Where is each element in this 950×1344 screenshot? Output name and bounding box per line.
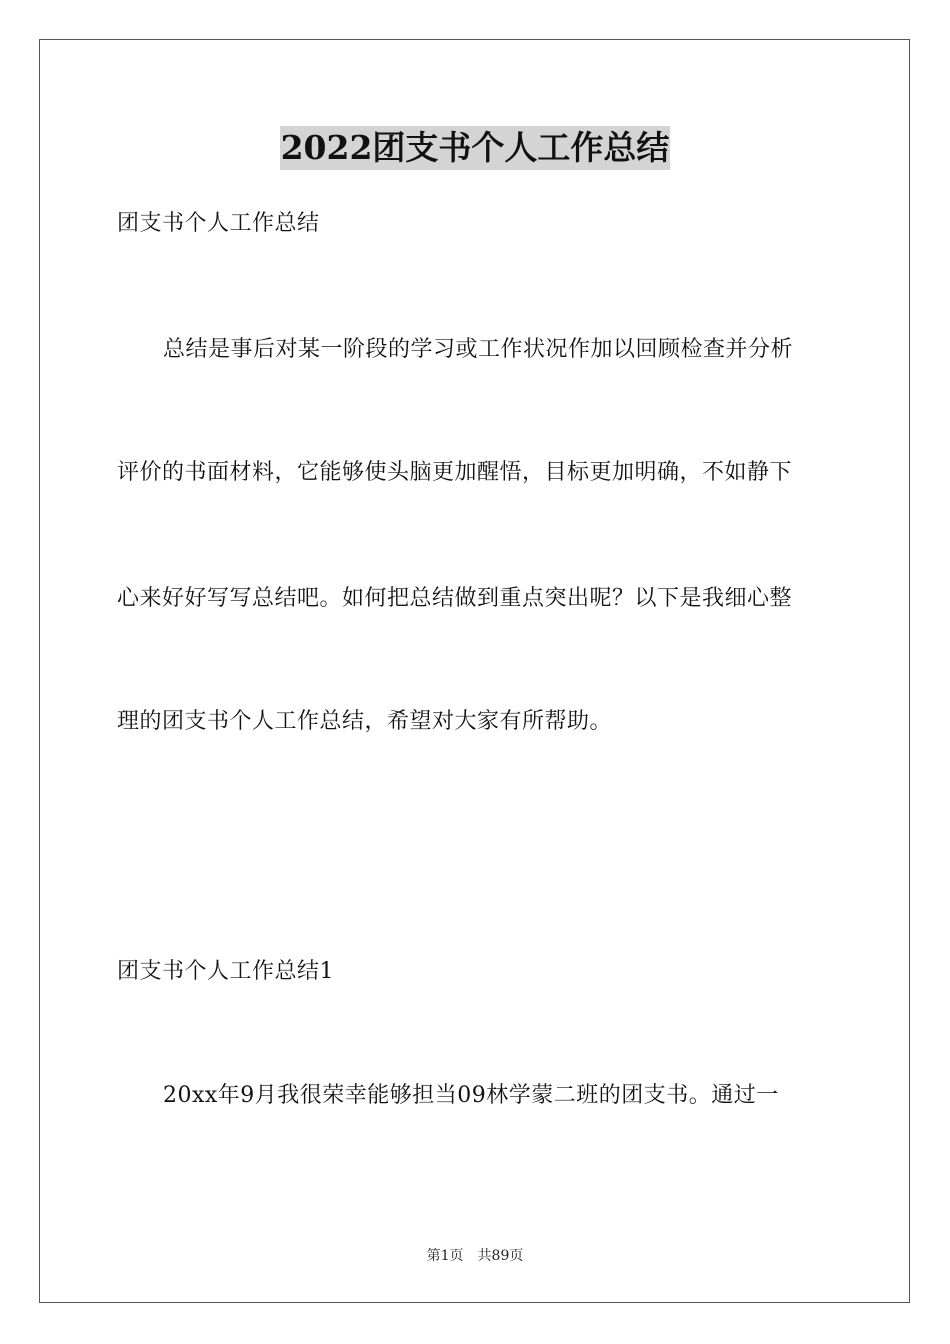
paragraph-line: 总结是事后对某一阶段的学习或工作状况作加以回顾检查并分析: [163, 337, 794, 362]
title-container: [0, 126, 950, 170]
subtitle-line: 团支书个人工作总结: [117, 211, 320, 236]
page-number: 第1页: [426, 1248, 464, 1264]
paragraph-line: 20xx年9月我很荣幸能够担当09林学蒙二班的团支书。通过一: [163, 1083, 779, 1108]
document-title: 2022团支书个人工作总结: [280, 126, 671, 170]
paragraph-line: 评价的书面材料，它能够使头脑更加醒悟，目标更加明确，不如静下: [117, 460, 793, 485]
page-total: 共89页: [477, 1248, 524, 1264]
page-footer: [0, 1246, 950, 1266]
section-heading: 团支书个人工作总结1: [117, 959, 334, 984]
paragraph-line: 心来好好写写总结吧。如何把总结做到重点突出呢？以下是我细心整: [117, 586, 793, 611]
paragraph-line: 理的团支书个人工作总结，希望对大家有所帮助。: [117, 709, 613, 734]
